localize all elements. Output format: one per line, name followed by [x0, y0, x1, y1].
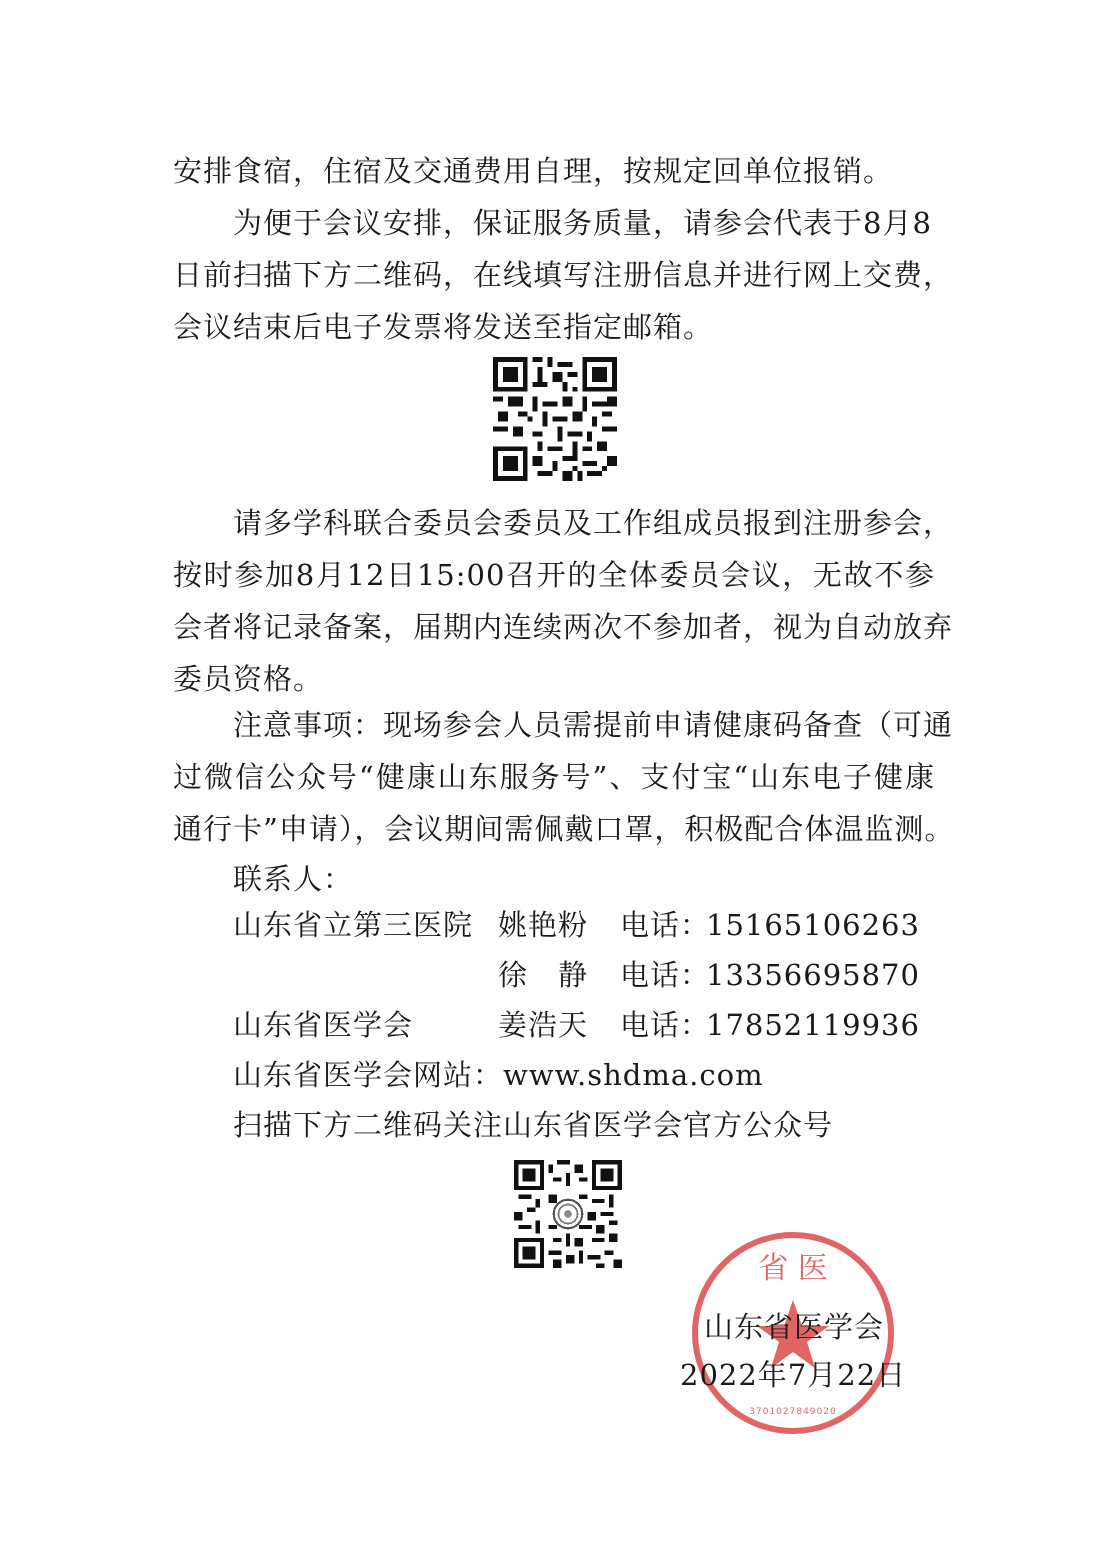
contact-phone-label: 电话： — [620, 958, 711, 992]
contacts-heading: 联系人： — [233, 862, 354, 896]
paragraph-line: 委员资格。 — [173, 662, 324, 696]
contact-org: 山东省医学会 — [233, 1008, 414, 1042]
paragraph-line: 注意事项：现场参会人员需提前申请健康码备查（可通 — [233, 708, 954, 742]
official-account-qr-code[interactable] — [514, 1160, 622, 1268]
contact-phone-label: 电话： — [620, 908, 711, 942]
contact-phone: 17852119936 — [706, 1008, 920, 1042]
paragraph-line: 通行卡”申请），会议期间需佩戴口罩，积极配合体温监测。 — [173, 812, 955, 846]
paragraph-line: 按时参加8月12日15:00召开的全体委员会议，无故不参 — [173, 558, 935, 592]
signature-date: 2022年7月22日 — [680, 1358, 907, 1392]
paragraph-line: 请多学科联合委员会委员及工作组成员报到注册参会， — [233, 506, 954, 540]
qr-code-icon — [493, 357, 617, 481]
seal-number: 3701027849020 — [749, 1407, 837, 1417]
contact-phone-label: 电话： — [620, 1008, 711, 1042]
contact-phone: 13356695870 — [706, 958, 920, 992]
paragraph-line: 安排食宿，住宿及交通费用自理，按规定回单位报销。 — [173, 154, 894, 188]
follow-note: 扫描下方二维码关注山东省医学会官方公众号 — [233, 1108, 834, 1142]
contact-org: 山东省立第三医院 — [233, 908, 474, 942]
registration-qr-code[interactable] — [493, 357, 617, 481]
paragraph-line: 日前扫描下方二维码，在线填写注册信息并进行网上交费， — [173, 258, 954, 292]
paragraph-line: 会议结束后电子发票将发送至指定邮箱。 — [173, 310, 714, 344]
signature-org: 山东省医学会 — [704, 1310, 885, 1344]
contact-phone: 15165106263 — [706, 908, 920, 942]
contact-name: 徐 静 — [498, 958, 589, 992]
contact-name: 姚艳粉 — [498, 908, 589, 942]
qr-code-icon — [514, 1160, 622, 1268]
paragraph-line: 会者将记录备案，届期内连续两次不参加者，视为自动放弃 — [173, 610, 954, 644]
seal-top-text: 省 医 — [758, 1251, 828, 1286]
contact-name: 姜浩天 — [498, 1008, 589, 1042]
paragraph-line: 为便于会议安排，保证服务质量，请参会代表于8月8 — [233, 206, 932, 240]
paragraph-line: 过微信公众号“健康山东服务号”、支付宝“山东电子健康 — [173, 760, 935, 794]
website-line: 山东省医学会网站：www.shdma.com — [233, 1058, 764, 1092]
